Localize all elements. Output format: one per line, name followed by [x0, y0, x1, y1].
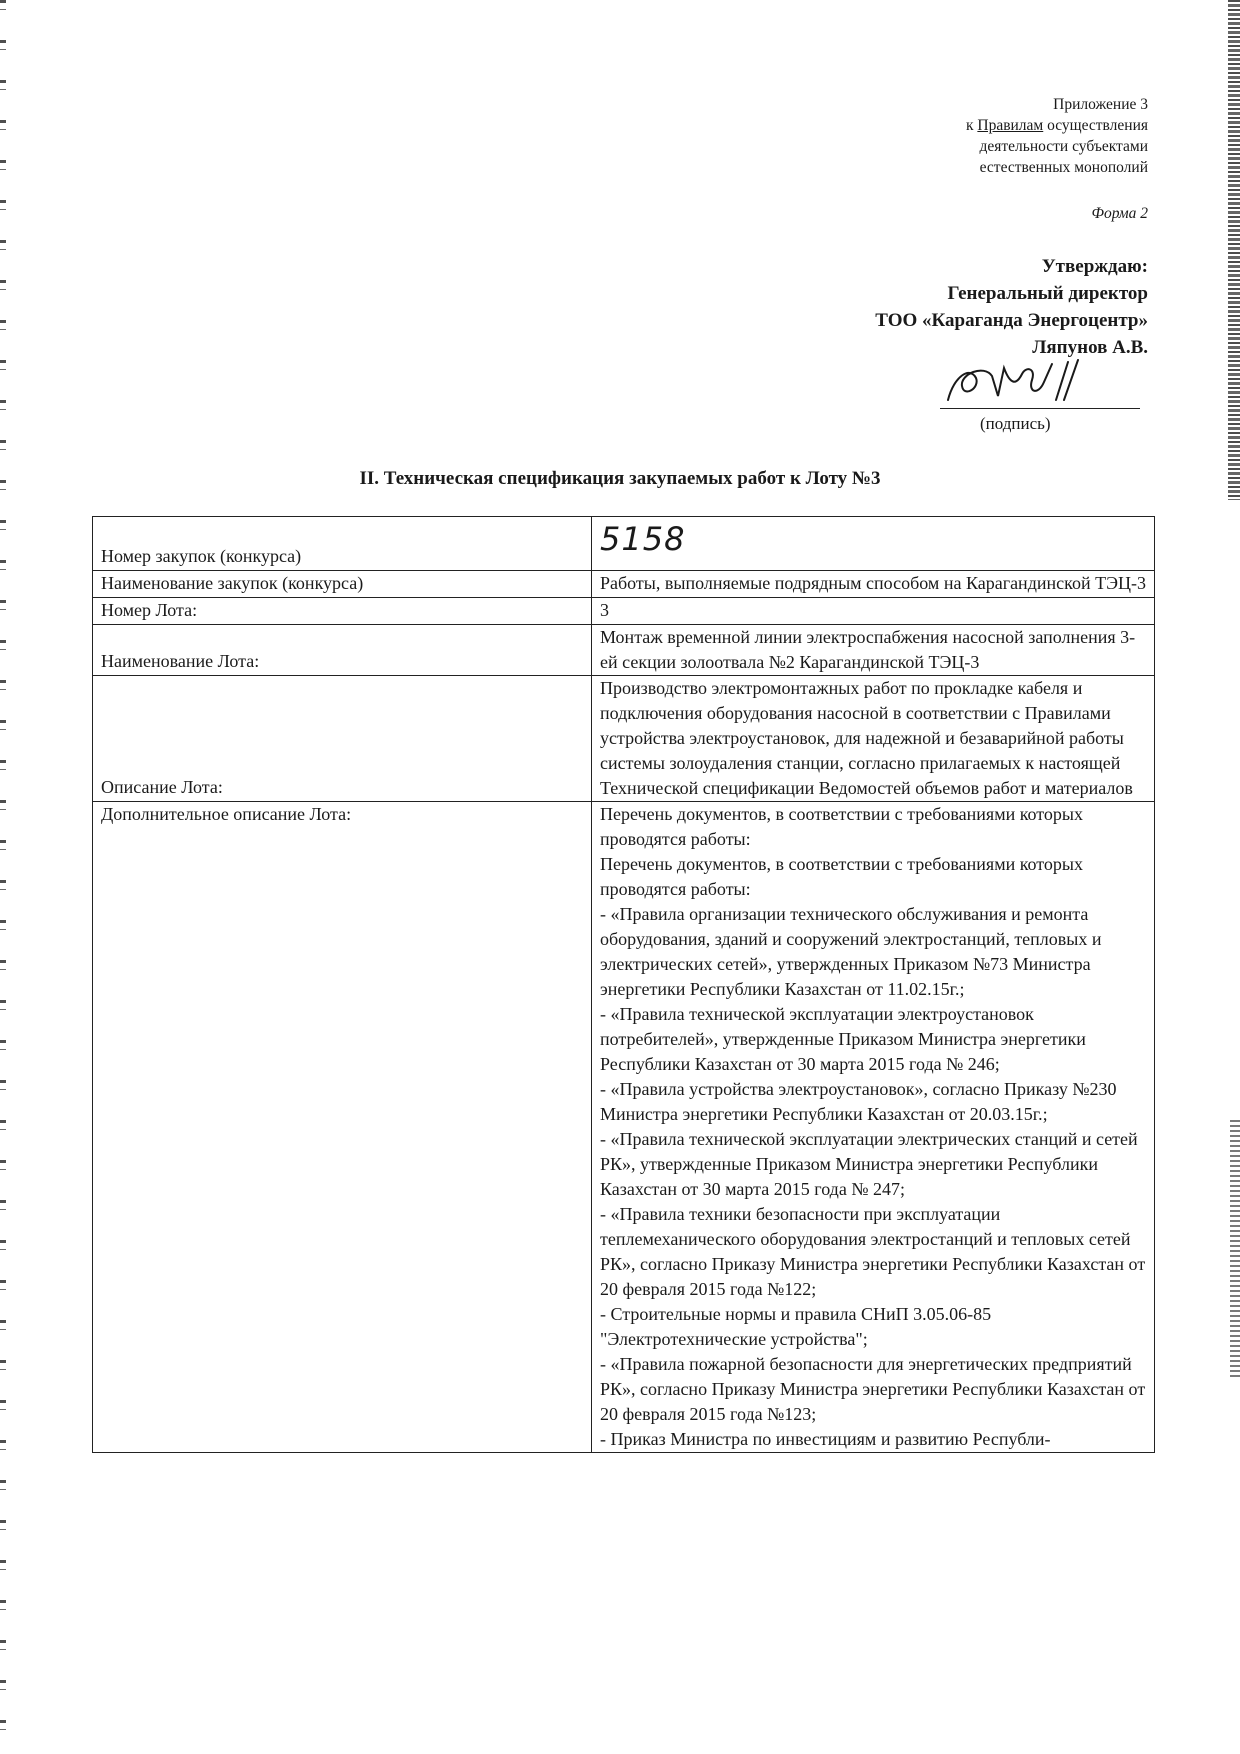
- specification-table: [92, 516, 1155, 1453]
- doc-list-item: - «Правила устройства электроустановок», согласно Приказу №230 Министра энергетики Республики Казахстан от 20.03.15г.;: [600, 1079, 1117, 1124]
- row-value-additional-description: [592, 802, 1155, 1453]
- row-label-purchase-name: Наименование закупок (конкурса): [93, 571, 592, 598]
- scan-edge-left: [0, 0, 6, 1754]
- scan-edge-right: [1228, 0, 1240, 500]
- row-label-lot-description: Описание Лота:: [93, 676, 592, 802]
- row-label-additional-description: Дополнительное описание Лота:: [93, 802, 592, 1453]
- doc-list-item: - Строительные нормы и правила СНиП 3.05.06-85 "Электротехнические устройства";: [600, 1304, 992, 1349]
- document-title: II. Техническая спецификация закупаемых работ к Лоту №3: [359, 468, 881, 489]
- approval-block: [875, 253, 1148, 361]
- table-row: [93, 676, 1155, 802]
- appendix-reference: [966, 94, 1148, 178]
- appendix-line-4: естественных монополий: [979, 159, 1148, 176]
- row-value-lot-number: 3: [592, 598, 1155, 625]
- row-value-lot-description: Производство электромонтажных работ по прокладке кабеля и подключения оборудования насосной в соответствии с Правилами устройства электроустановок, для надежной и безаварийной работы системы золоудаления станции, согласно прилагаемых к настоящей Технической спецификации Ведомостей объемов работ и материалов: [592, 676, 1155, 802]
- table-row: [93, 571, 1155, 598]
- table-row: [93, 517, 1155, 571]
- doc-list-item: - «Правила технической эксплуатации электрических станций и сетей РК», утвержденные Приказом Министра энергетики Республики Казахстан от 30 марта 2015 года № 247;: [600, 1129, 1138, 1199]
- table-row: [93, 802, 1155, 1453]
- doc-list-item: - «Правила технической эксплуатации электроустановок потребителей», утвержденные Приказом Министра энергетики Республики Казахстан от 30 марта 2015 года № 246;: [600, 1004, 1086, 1074]
- approver-name: Ляпунов А.В.: [1032, 337, 1148, 358]
- appendix-prefix: к: [965, 117, 978, 134]
- rules-link[interactable]: Правилам: [977, 117, 1044, 134]
- doc-list-item: - «Правила организации технического обслуживания и ремонта оборудования, зданий и сооружений электростанций, тепловых и электрических сетей», утвержденных Приказом №73 Министра энергетики Республики Казахстан от 11.02.15г.;: [600, 904, 1102, 999]
- row-label-lot-number: Номер Лота:: [93, 598, 592, 625]
- approver-company: ТОО «Караганда Энергоцентр»: [875, 310, 1148, 331]
- form-number: Форма 2: [1091, 205, 1148, 222]
- doc-list-item: Перечень документов, в соответствии с требованиями которых проводятся работы:: [600, 854, 1084, 899]
- appendix-line-1: Приложение 3: [1053, 96, 1148, 113]
- doc-list-item: Перечень документов, в соответствии с требованиями которых проводятся работы:: [600, 804, 1084, 849]
- table-row: [93, 598, 1155, 625]
- doc-list-item: - Приказ Министра по инвестициям и развитию Республи-: [600, 1429, 1051, 1449]
- appendix-suffix: осуществления: [1043, 117, 1148, 134]
- doc-list-item: - «Правила пожарной безопасности для энергетических предприятий РК», согласно Приказу Министра энергетики Республики Казахстан от 20 февраля 2015 года №123;: [600, 1354, 1146, 1424]
- appendix-line-2: [966, 115, 1148, 136]
- row-value-purchase-number: 5158: [592, 517, 1155, 571]
- signature-area: [940, 368, 1150, 438]
- row-value-purchase-name: Работы, выполняемые подрядным способом на Карагандинской ТЭЦ-3: [592, 571, 1155, 598]
- row-label-purchase-number: Номер закупок (конкурса): [93, 517, 592, 571]
- approve-heading: Утверждаю:: [1041, 256, 1148, 277]
- row-label-lot-name: Наименование Лота:: [93, 625, 592, 676]
- doc-list-item: - «Правила техники безопасности при эксплуатации теплемеханического оборудования электростанций и тепловых сетей РК», согласно Приказу Министра энергетики Республики Казахстан от 20 февраля 2015 года №122;: [600, 1204, 1146, 1299]
- handwritten-signature: [940, 356, 1090, 408]
- approver-position: Генеральный директор: [947, 283, 1148, 304]
- appendix-line-3: деятельности субъектами: [979, 138, 1148, 155]
- row-value-lot-name: Монтаж временной линии электроспабжения насосной заполнения 3-ей секции золоотвала №2 Карагандинской ТЭЦ-3: [592, 625, 1155, 676]
- scan-edge-right-lower: [1230, 1120, 1240, 1380]
- signature-label: (подпись): [980, 414, 1051, 433]
- table-row: [93, 625, 1155, 676]
- signature-line: [940, 408, 1140, 409]
